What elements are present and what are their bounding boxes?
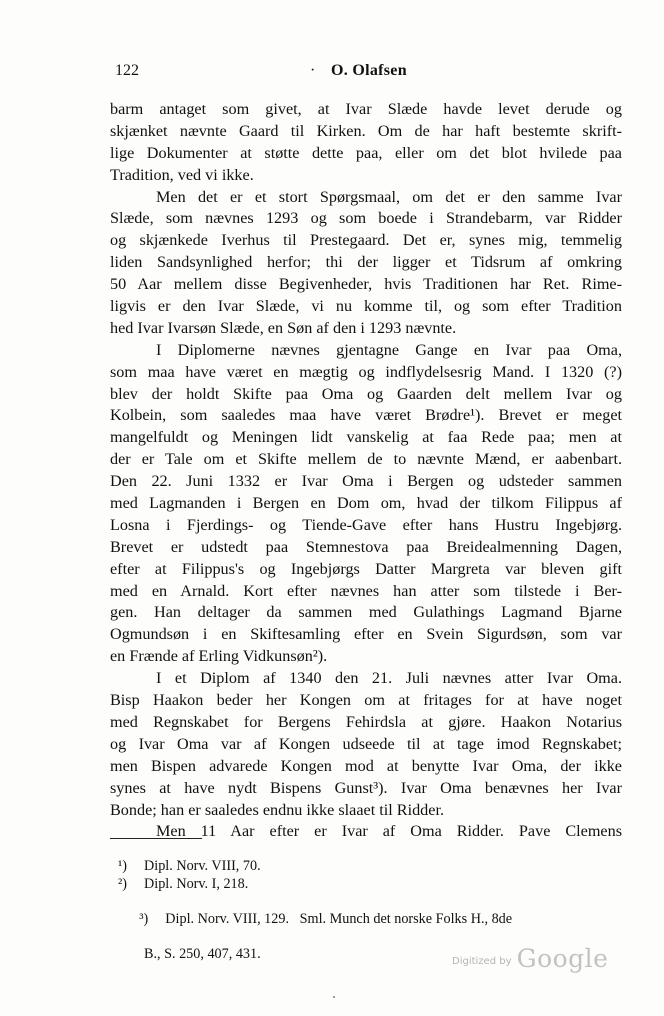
text-line: en Frænde af Erling Vidkunsøn²). <box>110 647 328 666</box>
text-line: Men 11 Aar efter er Ivar af Oma Ridder. Pave Clemens <box>156 822 622 841</box>
text-line: der er Tale om et Skifte mellem de to nævnte Mænd, er aabenbart. <box>110 450 622 469</box>
text-line: mangelfuldt og Meningen lidt vanskelig at faa Rede paa; men at <box>110 428 622 447</box>
footnote <box>118 893 618 946</box>
text-line: med Lagmanden i Bergen en Dom om, hvad der tilkom Filippus af <box>110 494 622 513</box>
text-line: Slæde, som nævnes 1293 og som boede i Strandebarm, var Ridder <box>110 209 622 228</box>
text-line: med Regnskabet for Bergens Fehirdsla at gjøre. Haakon Notarius <box>110 712 622 731</box>
text-line: og Ivar Oma var af Kongen udseede til at tage imod Regnskabet; <box>110 734 622 753</box>
text-line: I et Diplom af 1340 den 21. Juli nævnes atter Ivar Oma. <box>156 669 622 688</box>
text-line: Ogmundsøn i en Skiftesamling efter en Svein Sigurdsøn, som var <box>110 625 622 644</box>
text-line: Bisp Haakon beder her Kongen om at fritages for at have noget <box>110 691 622 710</box>
text-line: Brevet er udstedt paa Stemnestova paa Breidealmenning Dagen, <box>110 537 622 556</box>
text-line: som maa have været en mægtig og indflydelsesrig Mand. I 1320 (?) <box>110 362 622 381</box>
text-line: barm antaget som givet, at Ivar Slæde havde levet derude og <box>110 100 622 118</box>
footnote-text: Dipl. Norv. VIII, 129. Sml. Munch det norske Folks H., 8de <box>165 910 513 927</box>
footnote <box>118 876 618 894</box>
text-line: Men det er et stort Spørgsmaal, om det er den samme Ivar <box>156 187 622 206</box>
google-logo: Google <box>516 944 609 973</box>
text-line: liden Sandsynlighed herfor; thi der ligger et Tidsrum af omkring <box>110 253 622 272</box>
footnote-divider <box>110 838 202 839</box>
footnote-text: Dipl. Norv. VIII, 70. <box>144 858 261 874</box>
digitization-watermark <box>452 944 608 973</box>
text-line: Kolbein, som saaledes maa have været Brødre¹). Brevet er meget <box>110 406 622 425</box>
text-line: skjænket nævnte Gaard til Kirken. Om de har haft bestemte skrift- <box>110 121 622 140</box>
header-separator: · <box>310 62 316 79</box>
text-line: Bonde; han er saaledes endnu ikke slaaet til Ridder. <box>110 800 444 819</box>
text-line: gen. Han deltager da sammen med Gulathings Lagmand Bjarne <box>110 603 622 622</box>
text-line: I Diplomerne nævnes gjentagne Gange en Ivar paa Oma, <box>156 340 622 359</box>
text-line: ligvis er den Ivar Slæde, vi nu komme til, og som efter Tradition <box>110 297 622 316</box>
page-number: 122 <box>115 62 139 79</box>
text-line: efter at Filippus's og Ingebjørgs Datter Margreta var bleven gift <box>110 559 622 578</box>
text-line: men Bispen advarede Kongen mod at benytte Ivar Oma, der ikke <box>110 756 622 775</box>
print-speck <box>333 996 335 998</box>
text-line: synes at have nydt Bispens Gunst³). Ivar Oma benævnes her Ivar <box>110 778 622 797</box>
body-text <box>110 99 622 843</box>
footnote-text: Dipl. Norv. I, 218. <box>144 875 249 892</box>
text-line: 50 Aar mellem disse Begivenheder, hvis Traditionen har Ret. Rime- <box>110 275 622 294</box>
text-line: og skjænkede Iverhus til Prestegaard. Det er, synes mig, temmelig <box>110 231 622 250</box>
text-line: Tradition, ved vi ikke. <box>110 165 254 184</box>
running-title: O. Olafsen <box>331 62 407 79</box>
text-line: Den 22. Juni 1332 er Ivar Oma i Bergen og udsteder sammen <box>110 472 622 491</box>
text-line: lige Dokumenter at støtte dette paa, eller om det blot hvilede paa <box>110 143 622 162</box>
footnote-marker: ¹) <box>118 858 127 874</box>
watermark-prefix: Digitized by <box>452 956 512 967</box>
footnote-text: B., S. 250, 407, 431. <box>144 945 261 962</box>
text-line: hed Ivar Ivarsøn Slæde, en Søn af den i 1293 nævnte. <box>110 318 457 337</box>
text-line: med en Arnald. Kort efter nævnes han atter som tilstede i Ber- <box>110 581 622 600</box>
text-line: blev der holdt Skifte paa Oma og Gaarden delt mellem Ivar og <box>110 384 622 403</box>
footnote <box>118 858 618 876</box>
page-header <box>115 62 620 82</box>
footnote-marker: ²) <box>118 875 127 892</box>
footnote-marker: ³) <box>139 910 149 927</box>
text-line: Losna i Fjerdings- og Tiende-Gave efter hans Hustru Ingebjørg. <box>110 515 622 534</box>
